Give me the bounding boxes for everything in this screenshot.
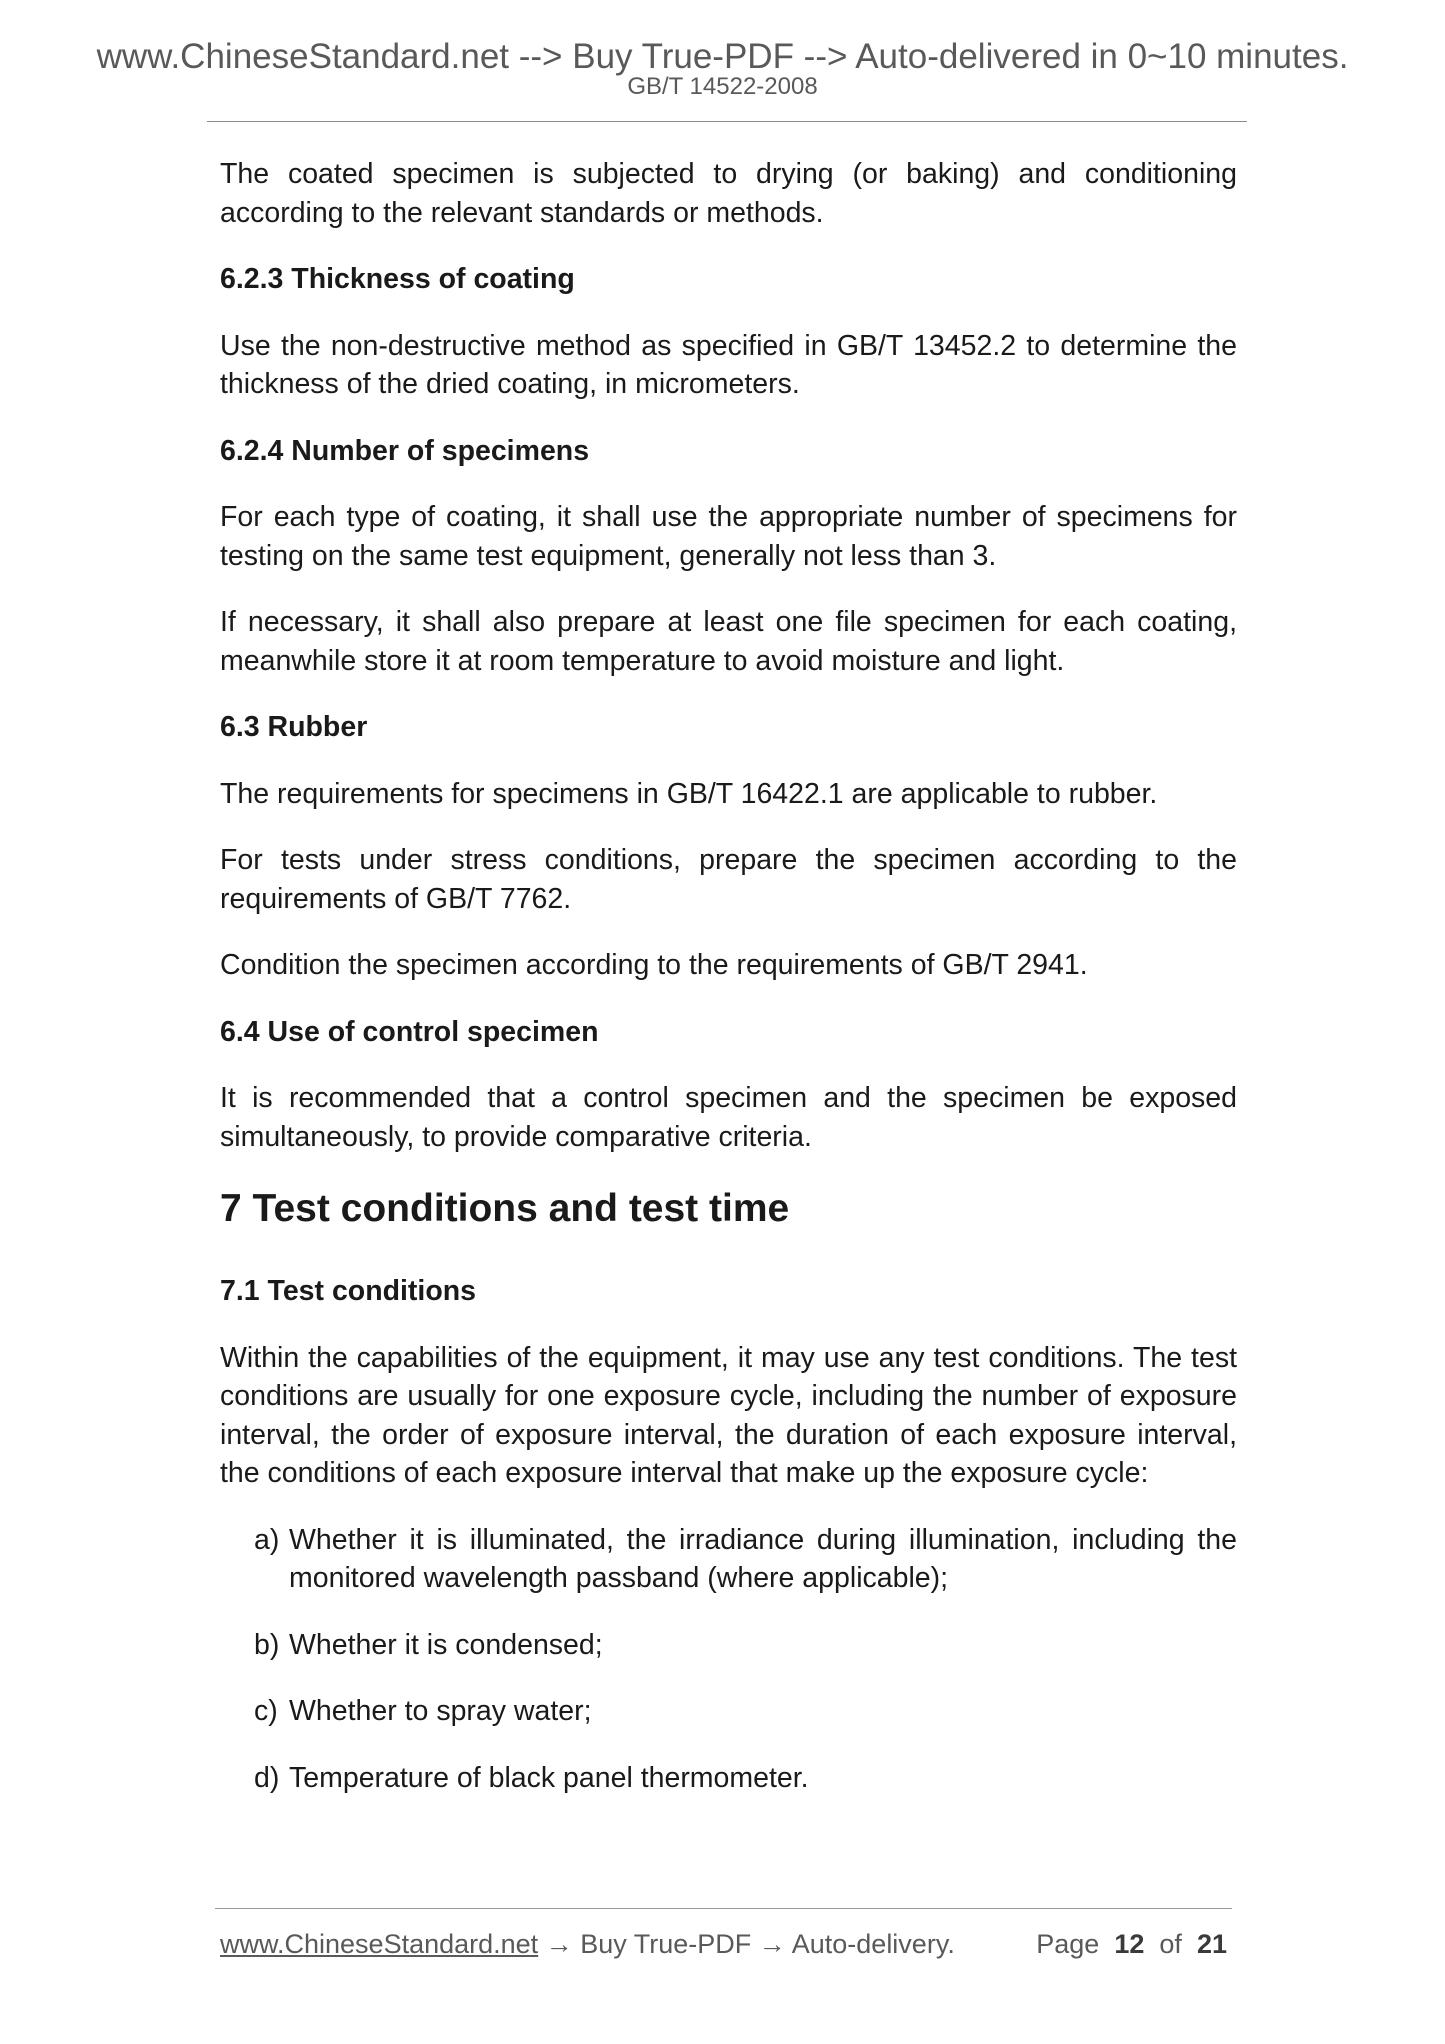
paragraph-thickness: Use the non-destructive method as specified in GB/T 13452.2 to determine the thickness of the dried coating, in micrometers. — [220, 329, 1237, 400]
heading-6-4: 6.4 Use of control specimen — [220, 1015, 599, 1048]
page-label: Page — [1036, 1929, 1100, 1959]
paragraph-rubber-requirements: The requirements for specimens in GB/T 16422.1 are applicable to rubber. — [220, 777, 1158, 810]
heading-6-3: 6.3 Rubber — [220, 711, 368, 743]
list-item-text: Whether it is illuminated, the irradiance during illumination, including the monitored wavelength passband (where applicable); — [289, 1523, 1237, 1594]
footer-tagline-text: → Buy True-PDF → Auto-delivery. — [538, 1929, 955, 1959]
paragraph-file-specimen: If necessary, it shall also prepare at least one file specimen for each coating, meanwhile store it at room temperature to avoid moisture and light. — [220, 606, 1237, 677]
list-item — [220, 1626, 1237, 1665]
of-label: of — [1159, 1929, 1182, 1959]
list-item — [220, 1692, 1237, 1731]
heading-7: 7 Test conditions and test time — [220, 1187, 790, 1230]
list-item — [220, 1759, 1237, 1798]
footer-tagline — [220, 1927, 955, 1961]
footer-site-link[interactable]: www.ChineseStandard.net — [220, 1929, 539, 1959]
page-number: 12 — [1114, 1929, 1145, 1959]
header-banner: www.ChineseStandard.net --> Buy True-PDF --> Auto-delivered in 0~10 minutes. — [96, 37, 1349, 76]
list-marker: d) — [254, 1761, 280, 1794]
paragraph-rubber-stress: For tests under stress conditions, prepare the specimen according to the requirements of GB/T 7762. — [220, 844, 1237, 915]
page-indicator — [1036, 1927, 1227, 1961]
heading-6-2-3: 6.2.3 Thickness of coating — [220, 263, 575, 295]
paragraph-coated-specimen: The coated specimen is subjected to drying (or baking) and conditioning according to the relevant standards or methods. — [220, 158, 1237, 229]
paragraph-control-specimen: It is recommended that a control specimen and the specimen be exposed simultaneously, to provide comparative criteria. — [220, 1082, 1237, 1153]
list-item — [220, 1521, 1237, 1598]
standard-code: GB/T 14522-2008 — [627, 73, 818, 100]
page-body — [220, 155, 1237, 1825]
paragraph-rubber-conditioning: Condition the specimen according to the requirements of GB/T 2941. — [220, 949, 1088, 981]
paragraph-test-conditions: Within the capabilities of the equipment, it may use any test conditions. The test conditions are usually for one exposure cycle, including the number of exposure interval, the order of exposure interval, the duration of each exposure interval, the conditions of each exposure interval that make up the exposure cycle: — [220, 1341, 1237, 1489]
list-marker: a) — [254, 1523, 280, 1556]
list-marker: c) — [254, 1695, 278, 1727]
list-marker: b) — [254, 1628, 280, 1661]
paragraph-number-of-specimens: For each type of coating, it shall use the appropriate number of specimens for testing on the same test equipment, generally not less than 3. — [220, 501, 1237, 572]
header-divider — [207, 121, 1247, 122]
footer-divider — [215, 1908, 1232, 1909]
heading-6-2-4: 6.2.4 Number of specimens — [220, 434, 590, 467]
list-item-text: Temperature of black panel thermometer. — [289, 1761, 809, 1794]
list-item-text: Whether to spray water; — [289, 1695, 592, 1727]
total-pages: 21 — [1196, 1929, 1227, 1959]
heading-7-1: 7.1 Test conditions — [220, 1275, 477, 1307]
list-item-text: Whether it is condensed; — [289, 1628, 603, 1661]
